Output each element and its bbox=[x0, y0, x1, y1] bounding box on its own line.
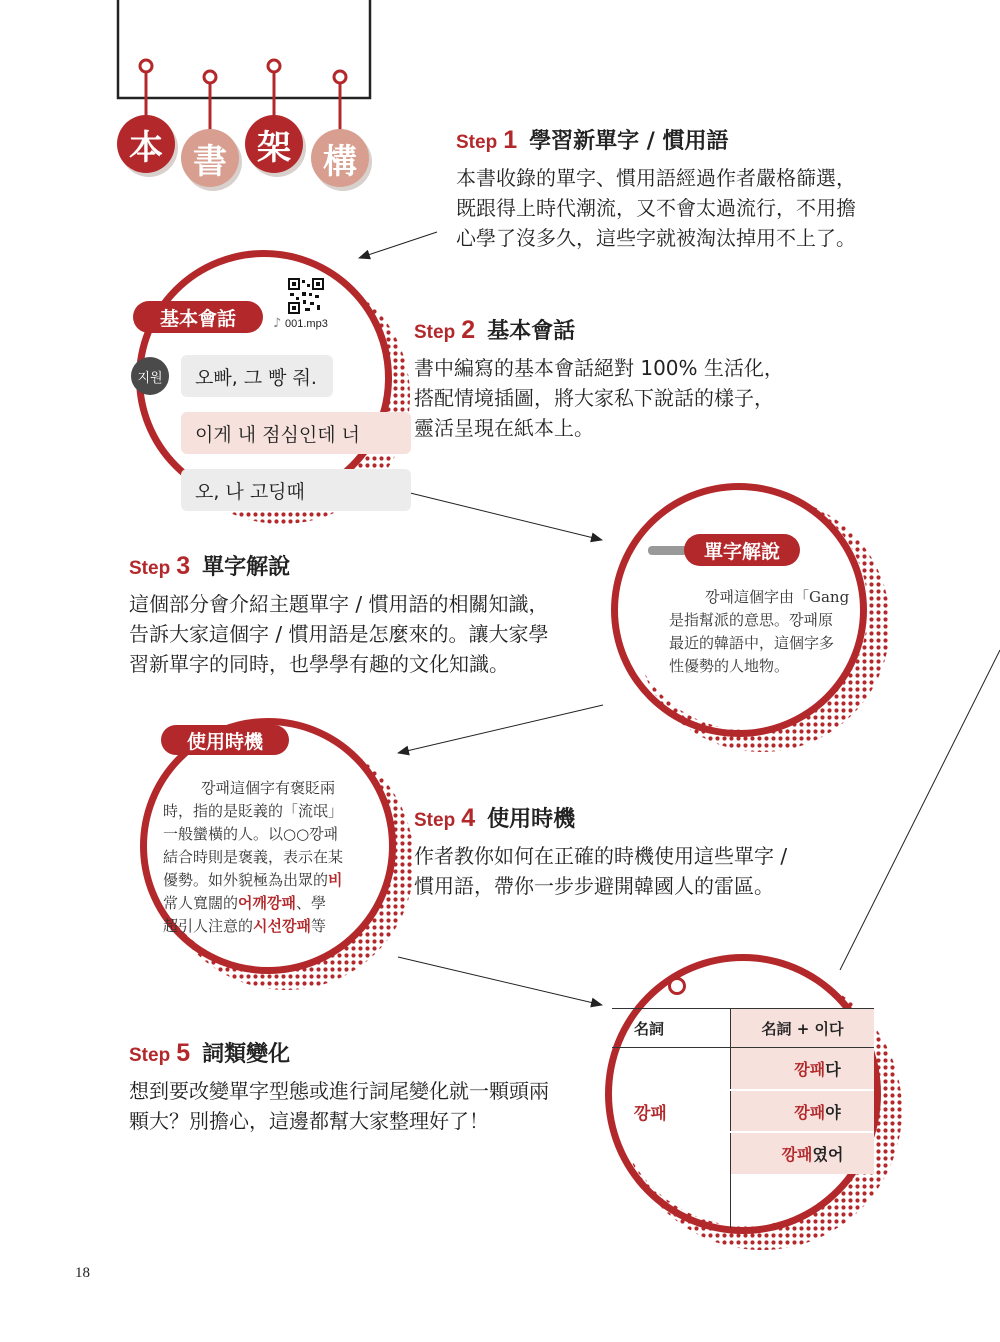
step-5-word: Step bbox=[129, 1045, 171, 1066]
usage-line bbox=[163, 823, 343, 846]
step-4-word: Step bbox=[414, 810, 456, 831]
step-5-body bbox=[129, 1076, 549, 1136]
step-1-line: 既跟得上時代潮流，又不會太過流行，不用擔 bbox=[456, 196, 856, 220]
step-5-line: 顆大？別擔心，這邊都幫大家整理好了！ bbox=[129, 1109, 489, 1133]
speaker-name: 지원 bbox=[137, 370, 163, 386]
step-1-word: Step bbox=[456, 132, 498, 153]
step-5-title: 詞類變化 bbox=[202, 1042, 291, 1067]
form-stem: 깡패 bbox=[781, 1145, 813, 1164]
step-4-line: 慣用語，帶你一步步避開韓國人的雷區。 bbox=[414, 874, 774, 898]
step-3-heading bbox=[129, 550, 290, 581]
lens-conversation-content bbox=[137, 257, 385, 503]
table-form-row bbox=[731, 1091, 874, 1131]
chat-bubble-3: 오, 나 고딩때 bbox=[181, 469, 411, 511]
step-1-body bbox=[456, 163, 856, 253]
usage-line-text: 超引人注意的 bbox=[163, 917, 254, 935]
step-1-number: 1 bbox=[503, 126, 518, 154]
step-4-line: 作者教你如何在正確的時機使用這些單字 / bbox=[414, 844, 788, 868]
step-2-heading bbox=[414, 314, 575, 345]
step-3-line: 習新單字的同時，也學學有趣的文化知識。 bbox=[129, 652, 509, 676]
conversation-tag: 基本會話 bbox=[133, 301, 263, 333]
speaker-avatar bbox=[131, 357, 169, 395]
usage-line-text: 、學 bbox=[295, 894, 326, 912]
lens-explanation-content bbox=[618, 490, 860, 730]
step-3-word: Step bbox=[129, 558, 171, 579]
step-4-heading bbox=[414, 802, 575, 833]
usage-highlight: 비 bbox=[328, 871, 343, 889]
step-3-title: 單字解說 bbox=[202, 555, 291, 580]
title-char-2: 書 bbox=[181, 129, 239, 187]
step-4-title: 使用時機 bbox=[487, 807, 576, 832]
usage-line-text: 常人寬闊的 bbox=[163, 894, 239, 912]
step-5-heading bbox=[129, 1037, 290, 1068]
step-3-line: 這個部分會介紹主題單字 / 慣用語的相關知識， bbox=[129, 592, 549, 616]
title-char-3: 架 bbox=[245, 115, 303, 173]
step-2-line: 書中編寫的基本會話絕對 100% 生活化， bbox=[414, 356, 784, 380]
step-4-number: 4 bbox=[461, 804, 476, 832]
step-1-title: 學習新單字 / 慣用語 bbox=[529, 129, 729, 154]
table-form-row bbox=[731, 1133, 874, 1174]
tag-pin-icon bbox=[648, 546, 688, 555]
chat-bubble-2: 이게 내 점심인데 너 bbox=[181, 412, 411, 454]
usage-line-text: 一般蠻橫的人。以○○깡패 bbox=[163, 825, 339, 843]
audio-file-label: 001.mp3 bbox=[285, 318, 328, 330]
form-ending: 였어 bbox=[812, 1145, 844, 1164]
usage-line-text: 時，指的是貶義的「流氓」 bbox=[163, 802, 344, 820]
form-ending: 다 bbox=[825, 1060, 841, 1079]
usage-line bbox=[163, 777, 343, 800]
explanation-line: 性優勢的人地物。 bbox=[669, 657, 790, 675]
table-word: 깡패 bbox=[634, 1103, 667, 1124]
step-3-number: 3 bbox=[176, 552, 191, 580]
usage-line bbox=[163, 869, 343, 892]
step-2-number: 2 bbox=[461, 316, 476, 344]
explanation-line: 最近的韓語中，這個字多 bbox=[669, 634, 835, 652]
step-2-word: Step bbox=[414, 322, 456, 343]
explanation-text bbox=[669, 586, 849, 678]
step-2-body bbox=[414, 353, 784, 443]
table-header-left: 名詞 bbox=[634, 1019, 665, 1038]
usage-line-text: 結合時則是褒義，表示在某 bbox=[163, 848, 344, 866]
usage-line-text: 깡패這個字有褒貶兩 bbox=[201, 779, 335, 797]
chat-bubble-1: 오빠, 그 빵 줘. bbox=[181, 355, 333, 397]
table-header-right: 名詞 + 이다 bbox=[731, 1009, 874, 1047]
step-2-line: 靈活呈現在紙本上。 bbox=[414, 416, 594, 440]
form-stem: 깡패 bbox=[794, 1102, 826, 1122]
usage-line-text: 等 bbox=[310, 917, 326, 935]
usage-text bbox=[163, 777, 343, 938]
usage-line bbox=[163, 800, 343, 823]
step-2-line: 搭配情境插圖，將大家私下說話的樣子， bbox=[414, 386, 774, 410]
step-1-line: 心學了沒多久，這些字就被淘汰掉用不上了。 bbox=[456, 226, 856, 250]
form-ending: 야 bbox=[825, 1102, 841, 1122]
usage-line bbox=[163, 915, 343, 938]
step-5-number: 5 bbox=[176, 1039, 191, 1067]
usage-highlight: 시선깡패 bbox=[253, 917, 311, 935]
title-char-1: 本 bbox=[117, 115, 175, 173]
usage-line-text: 優勢。如外貌極為出眾的 bbox=[163, 871, 329, 889]
step-1-line: 本書收錄的單字、慣用語經過作者嚴格篩選， bbox=[456, 166, 856, 190]
qr-code-icon bbox=[288, 278, 324, 314]
step-5-line: 想到要改變單字型態或進行詞尾變化就一顆頭兩 bbox=[129, 1079, 549, 1103]
title-char-4: 構 bbox=[311, 129, 369, 187]
lens-conjugation-content bbox=[612, 961, 874, 1227]
explanation-tag: 單字解說 bbox=[684, 534, 800, 566]
audio-icon: ♪ bbox=[273, 316, 282, 331]
usage-tag: 使用時機 bbox=[161, 725, 289, 755]
usage-line bbox=[163, 846, 343, 869]
lens-usage-content bbox=[147, 725, 389, 967]
table-form-row bbox=[731, 1048, 874, 1089]
step-2-title: 基本會話 bbox=[487, 319, 576, 344]
explanation-line: 是指幫派的意思。깡패原 bbox=[669, 611, 833, 629]
form-stem: 깡패 bbox=[794, 1060, 826, 1079]
step-4-body bbox=[414, 841, 787, 901]
usage-highlight: 어깨깡패 bbox=[238, 894, 296, 912]
page-number: 18 bbox=[75, 1265, 90, 1281]
step-3-body bbox=[129, 589, 548, 679]
usage-line bbox=[163, 892, 343, 915]
step-3-line: 告訴大家這個字 / 慣用語是怎麼來的。讓大家學 bbox=[129, 622, 549, 646]
step-1-heading bbox=[456, 124, 728, 155]
header-frame bbox=[118, 0, 370, 98]
explanation-line: 깡패這個字由「Gang bbox=[705, 588, 850, 606]
